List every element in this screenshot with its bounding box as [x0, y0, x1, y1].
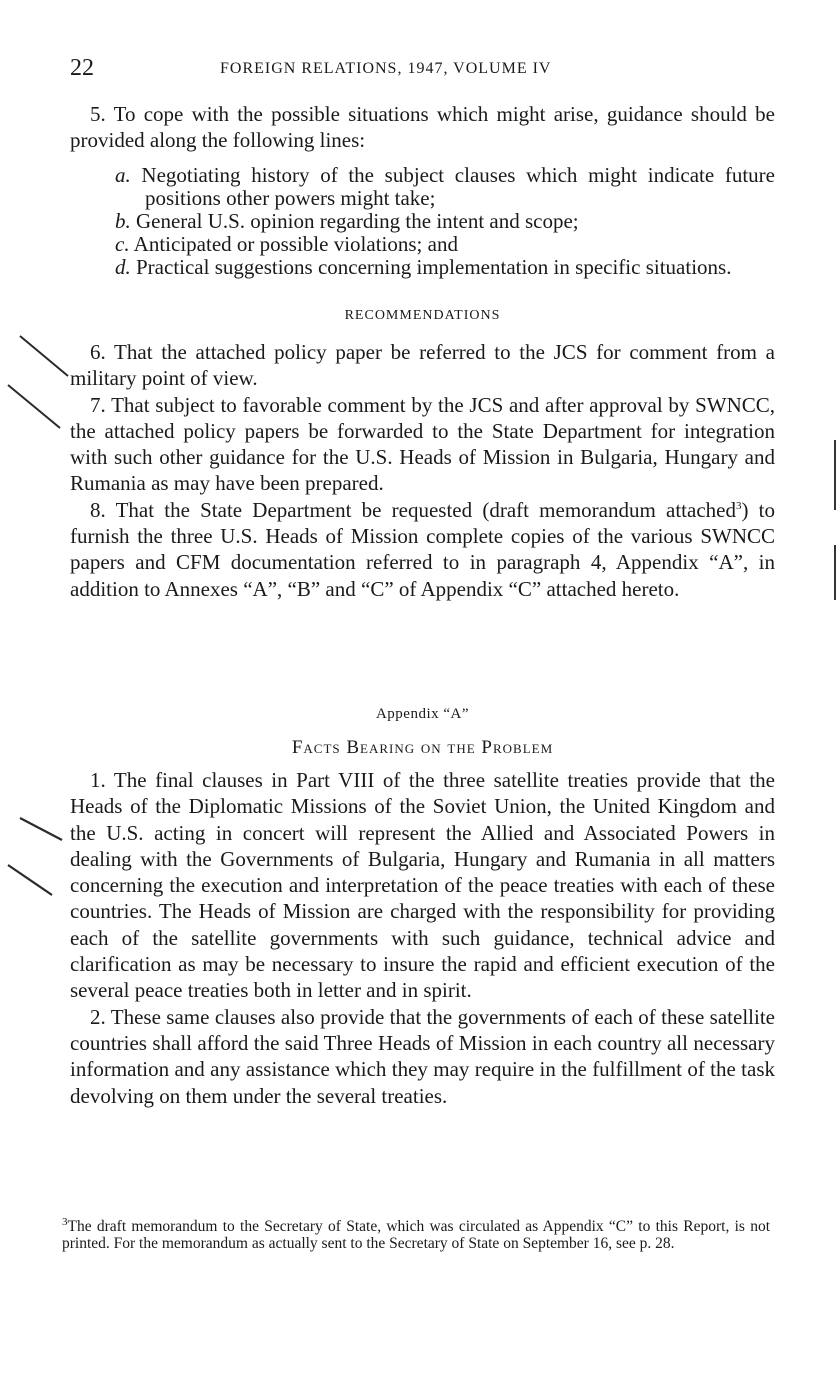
paragraph-8-end: ) to furnish the three U.S. Heads of Mission complete copies of the various SWNCC papers and CFM documentation referred to in paragraph 4, Appendix “A”, in addition to Annexes “A”, “B” and “C” of Appendix “C” attached hereto. [70, 497, 775, 601]
list-item-letter: d. [115, 255, 131, 279]
paragraph-5-block [70, 101, 775, 154]
paragraph-5: 5. To cope with the possible situations which might arise, guidance should be provided along the following lines: [70, 102, 775, 153]
footnote-reference: 3 [735, 499, 742, 512]
margin-tick-mark [20, 336, 68, 376]
running-head: FOREIGN RELATIONS, 1947, VOLUME IV [220, 60, 552, 77]
footnote-mark: 3 [62, 1215, 68, 1228]
list-item-text: Practical suggestions concerning implementation in specific situations. [136, 255, 732, 279]
list-item [115, 256, 775, 279]
paragraph-6: 6. That the attached policy paper be referred to the JCS for comment from a military point of view. [70, 340, 775, 391]
paragraph-7: 7. That subject to favorable comment by the JCS and after approval by SWNCC, the attached policy papers be forwarded to the State Department for integration with such other guidance for the U.S. Heads of Mission in Bulgaria, Hungary and Rumania as may have been prepared. [70, 392, 775, 496]
facts-paragraph-2: 2. These same clauses also provide that the governments of each of these satellite countries shall afford the said Three Heads of Mission in each country all necessary information and any assistance which they may require in the fulfillment of the task devolving on them under the several treaties. [70, 1004, 775, 1108]
guidance-list [115, 164, 775, 279]
paragraph-8-start: 8. That the State Department be requested (draft memorandum attached [90, 497, 736, 522]
margin-tick-mark [20, 818, 62, 840]
list-item-text: Anticipated or possible violations; and [133, 232, 458, 256]
list-item-letter: a. [115, 163, 131, 187]
facts-paragraph-1: 1. The final clauses in Part VIII of the three satellite treaties provide that the Heads of the Diplomatic Missions of the Soviet Union, the United Kingdom and the U.S. acting in concert will represent the Allied and Associated Powers in dealing with the Governments of Bulgaria, Hungary and Rumania in all matters concerning the execution and interpretation of the peace treaties with each of these countries. The Heads of Mission are charged with the responsibility for providing each of the satellite governments with such guidance, technical advice and clarification as may be necessary to insure the rapid and efficient execution of the several peace treaties both in letter and in spirit. [70, 768, 775, 1003]
paragraph-8 [70, 497, 775, 602]
list-item-letter: c. [115, 232, 130, 256]
facts-heading: Facts Bearing on the Problem [291, 737, 554, 758]
list-item [115, 233, 775, 256]
list-item-text: Negotiating history of the subject clauses which might indicate future positions other powers might take; [141, 163, 775, 210]
margin-tick-mark [8, 385, 60, 428]
list-item-text: General U.S. opinion regarding the intent and scope; [136, 209, 579, 233]
margin-tick-mark [8, 865, 52, 895]
page-header [70, 55, 710, 85]
page-number: 22 [70, 55, 94, 81]
footnote [62, 1215, 770, 1252]
facts-block [70, 767, 775, 1109]
list-item-letter: b. [115, 209, 131, 233]
recommendations-block [70, 339, 775, 602]
footnote-text: The draft memorandum to the Secretary of State, which was circulated as Appendix “C” to this Report, is not printed. For the memorandum as actually sent to the Secretary of State on September 16, see p. 28. [62, 1218, 770, 1252]
appendix-heading: Appendix “A” [375, 706, 470, 722]
list-item [115, 210, 775, 233]
list-item [115, 164, 775, 210]
recommendations-heading: RECOMMENDATIONS [344, 308, 501, 323]
